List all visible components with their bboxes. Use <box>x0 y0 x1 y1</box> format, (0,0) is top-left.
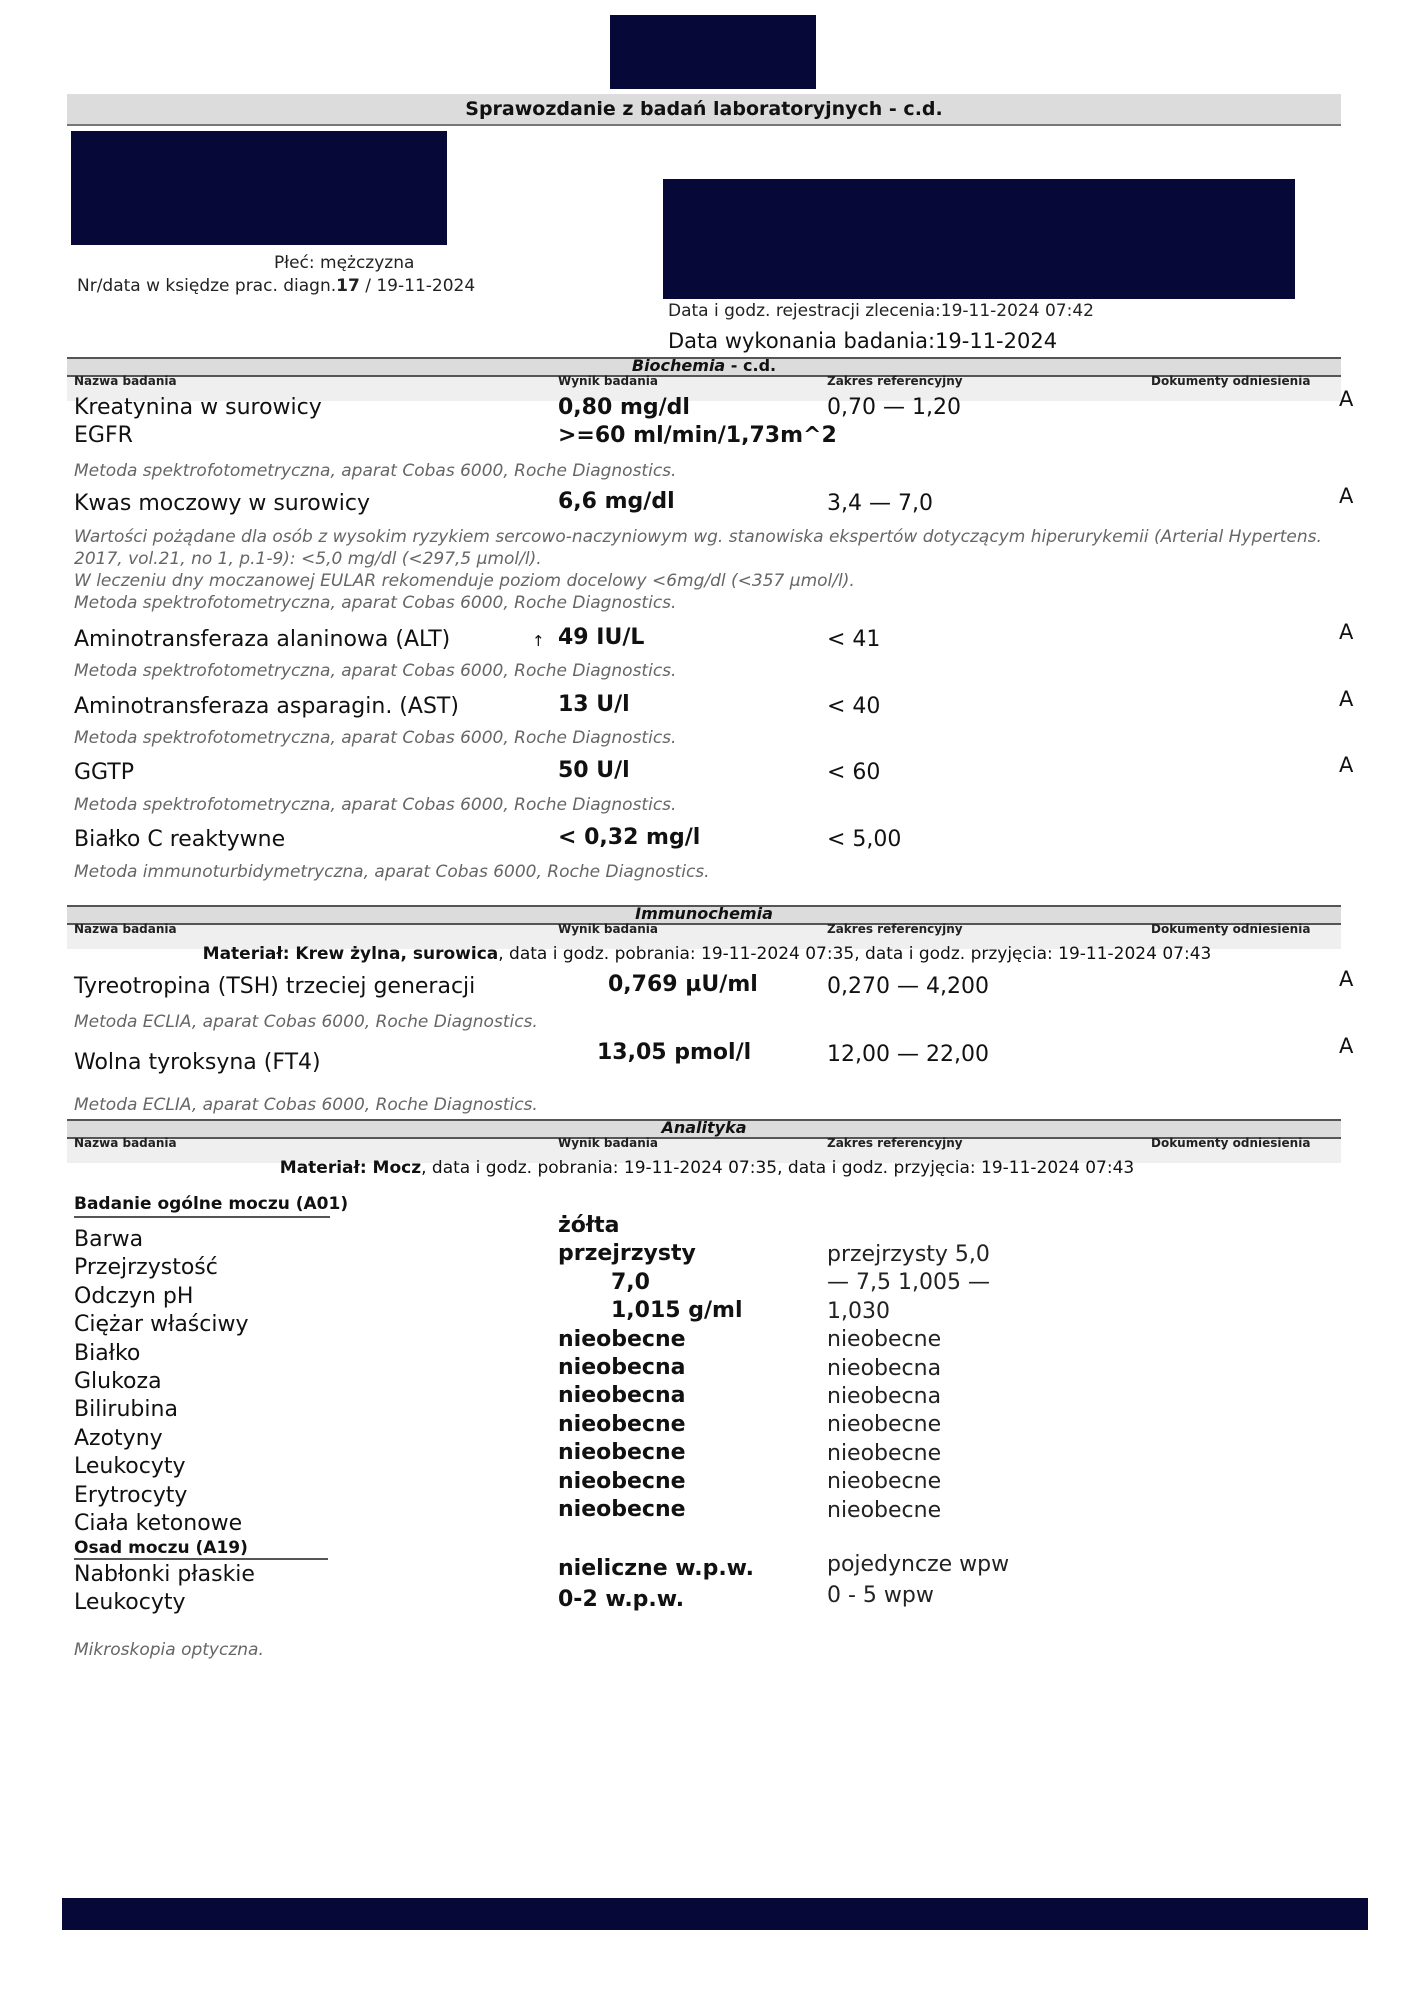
uric-note-line: Wartości pożądane dla osób z wysokim ryzykiem sercowo-naczyniowym wg. stanowiska ekspertów dotyczącym hiperurykemii (Arterial Hypertens. <box>74 527 1322 547</box>
col-reference: Zakres referencyjny <box>827 1136 963 1150</box>
urinalysis-name: Przejrzystość <box>74 1255 218 1281</box>
test-name: Kreatynina w surowicy <box>74 395 322 420</box>
test-doc-ref: A <box>1339 753 1354 777</box>
urinalysis-result: nieobecne <box>558 1411 686 1437</box>
urinalysis-result: nieliczne w.p.w. <box>558 1556 754 1581</box>
test-result: 13 U/l <box>558 692 630 717</box>
urinalysis-name: Białko <box>74 1340 141 1366</box>
registration-datetime: Data i godz. rejestracji zlecenia:19-11-2024 07:42 <box>668 301 1094 321</box>
urinalysis-result: żółta <box>558 1213 620 1238</box>
method-note: Metoda spektrofotometryczna, aparat Cobas 6000, Roche Diagnostics. <box>74 461 677 481</box>
material-info <box>0 1158 1414 1178</box>
urinalysis-name: Ciała ketonowe <box>74 1511 243 1537</box>
method-note: Metoda ECLIA, aparat Cobas 6000, Roche Diagnostics. <box>74 1012 538 1032</box>
urinalysis-references <box>827 1241 990 1525</box>
urinalysis-reference-line: nieobecne <box>827 1497 942 1523</box>
urinalysis-reference-line: 1,030 <box>827 1298 890 1324</box>
section-header-biochemia: Biochemia - c.d. <box>67 357 1341 377</box>
test-name: GGTP <box>74 760 135 785</box>
section-title: Analityka <box>661 1118 747 1137</box>
urinalysis-result: nieobecna <box>558 1355 686 1381</box>
section-title: Biochemia <box>631 356 726 375</box>
test-result: 13,05 pmol/l <box>597 1040 752 1065</box>
urinalysis-name: Azotyny <box>74 1425 163 1451</box>
urinalysis-result: nieobecne <box>558 1326 686 1352</box>
method-note: Metoda spektrofotometryczna, aparat Cobas 6000, Roche Diagnostics. <box>74 795 677 815</box>
test-name: Wolna tyroksyna (FT4) <box>74 1050 321 1075</box>
urinalysis-result: 1,015 g/ml <box>611 1298 743 1324</box>
execution-date: Data wykonania badania:19-11-2024 <box>668 329 1058 353</box>
col-name: Nazwa badania <box>74 374 177 388</box>
book-date: / 19-11-2024 <box>359 276 476 296</box>
material-dates: , data i godz. pobrania: 19-11-2024 07:35, data i godz. przyjęcia: 19-11-2024 07:43 <box>421 1158 1135 1178</box>
redacted-patient-info <box>71 131 447 245</box>
method-note: Metoda spektrofotometryczna, aparat Cobas 6000, Roche Diagnostics. <box>74 661 677 681</box>
test-name: Tyreotropina (TSH) trzeciej generacji <box>74 974 476 999</box>
urinalysis-result: nieobecne <box>558 1497 686 1523</box>
test-reference: < 60 <box>827 760 881 785</box>
material-info <box>0 944 1414 964</box>
test-reference: < 5,00 <box>827 827 902 852</box>
urinalysis-reference-line: nieobecne <box>827 1469 942 1495</box>
subsection-title-sediment: Osad moczu (A19) <box>74 1538 328 1560</box>
method-note: Mikroskopia optyczna. <box>74 1640 264 1660</box>
urinalysis-name: Odczyn pH <box>74 1283 194 1309</box>
section-header-analityka <box>67 1119 1341 1139</box>
uric-note-line: 2017, vol.21, no 1, p.1-9): <5,0 mg/dl (<297,5 µmol/l). <box>74 549 542 569</box>
test-result: 49 IU/L <box>558 625 645 650</box>
urinalysis-result: przejrzysty <box>558 1241 696 1267</box>
test-result: 0,769 µU/ml <box>608 972 758 997</box>
urinalysis-reference-line: — 7,5 1,005 — <box>827 1270 990 1296</box>
material-type: Materiał: Mocz <box>279 1158 422 1178</box>
col-reference: Zakres referencyjny <box>827 374 963 388</box>
method-note: Metoda spektrofotometryczna, aparat Cobas 6000, Roche Diagnostics. <box>74 593 677 613</box>
test-doc-ref: A <box>1339 484 1354 508</box>
col-result: Wynik badania <box>558 1136 659 1150</box>
arrow-up-icon: ↑ <box>532 632 545 650</box>
test-name: Kwas moczowy w surowicy <box>74 491 370 516</box>
urinalysis-name: Leukocyty <box>74 1590 186 1615</box>
report-title-bar <box>67 94 1341 126</box>
urinalysis-reference: pojedyncze wpw <box>827 1552 1010 1577</box>
urinalysis-reference-line: nieobecne <box>827 1440 942 1466</box>
urinalysis-result: nieobecne <box>558 1468 686 1494</box>
urinalysis-name: Leukocyty <box>74 1454 186 1480</box>
patient-book-entry <box>77 276 475 296</box>
test-reference: < 40 <box>827 694 881 719</box>
section-header-immunochemia <box>67 905 1341 925</box>
urinalysis-reference-line: nieobecna <box>827 1384 942 1410</box>
col-result: Wynik badania <box>558 374 659 388</box>
uric-note-line: W leczeniu dny moczanowej EULAR rekomenduje poziom docelowy <6mg/dl (<357 µmol/l). <box>74 571 855 591</box>
urinalysis-result: 0-2 w.p.w. <box>558 1587 685 1612</box>
col-name: Nazwa badania <box>74 922 177 936</box>
urinalysis-name: Erytrocyty <box>74 1482 188 1508</box>
test-doc-ref: A <box>1339 687 1354 711</box>
method-note: Metoda immunoturbidymetryczna, aparat Cobas 6000, Roche Diagnostics. <box>74 862 710 882</box>
col-documents: Dokumenty odniesienia <box>1151 374 1311 388</box>
patient-sex: Płeć: mężczyzna <box>274 253 415 273</box>
redacted-logo <box>610 15 816 89</box>
book-number: 17 <box>336 276 360 296</box>
test-name: Aminotransferaza asparagin. (AST) <box>74 694 459 719</box>
urinalysis-names <box>74 1226 249 1538</box>
test-doc-ref: A <box>1339 387 1354 411</box>
section-title: Immunochemia <box>635 904 773 923</box>
urinalysis-name: Ciężar właściwy <box>74 1312 249 1338</box>
subsection-title-general-urinalysis: Badanie ogólne moczu (A01) <box>74 1194 330 1218</box>
col-documents: Dokumenty odniesienia <box>1151 1136 1311 1150</box>
test-result: 6,6 mg/dl <box>558 489 675 514</box>
material-type: Materiał: Krew żylna, surowica <box>202 944 499 964</box>
urinalysis-reference-line: przejrzysty 5,0 <box>827 1242 990 1267</box>
col-reference: Zakres referencyjny <box>827 922 963 936</box>
test-reference: 3,4 — 7,0 <box>827 491 933 516</box>
test-reference: 0,270 — 4,200 <box>827 974 989 999</box>
test-doc-ref: A <box>1339 1034 1354 1058</box>
test-reference: < 41 <box>827 627 881 652</box>
col-documents: Dokumenty odniesienia <box>1151 922 1311 936</box>
test-result: >=60 ml/min/1,73m^2 <box>558 423 837 448</box>
test-name: EGFR <box>74 423 133 448</box>
test-reference: 12,00 — 22,00 <box>827 1042 989 1067</box>
test-doc-ref: A <box>1339 620 1354 644</box>
test-result: 50 U/l <box>558 758 630 783</box>
urinalysis-name: Nabłonki płaskie <box>74 1562 255 1587</box>
urinalysis-name: Barwa <box>74 1227 144 1252</box>
urinalysis-reference-line: nieobecne <box>827 1412 942 1438</box>
urinalysis-result: nieobecna <box>558 1383 686 1409</box>
urinalysis-reference-line: nieobecne <box>827 1327 942 1353</box>
book-label: Nr/data w księdze prac. diagn. <box>77 276 337 296</box>
material-dates: , data i godz. pobrania: 19-11-2024 07:35, data i godz. przyjęcia: 19-11-2024 07:43 <box>498 944 1212 964</box>
urinalysis-results <box>558 1212 743 1524</box>
redacted-lab-info <box>663 179 1295 299</box>
method-note: Metoda spektrofotometryczna, aparat Cobas 6000, Roche Diagnostics. <box>74 728 677 748</box>
urinalysis-name: Bilirubina <box>74 1397 178 1423</box>
urinalysis-result: nieobecne <box>558 1440 686 1466</box>
method-note: Metoda ECLIA, aparat Cobas 6000, Roche Diagnostics. <box>74 1095 538 1115</box>
urinalysis-name: Glukoza <box>74 1369 162 1395</box>
test-name: Aminotransferaza alaninowa (ALT) <box>74 627 451 652</box>
col-name: Nazwa badania <box>74 1136 177 1150</box>
col-result: Wynik badania <box>558 922 659 936</box>
test-doc-ref: A <box>1339 967 1354 991</box>
urinalysis-result: 7,0 <box>611 1269 650 1295</box>
test-name: Białko C reaktywne <box>74 827 286 852</box>
test-reference: 0,70 — 1,20 <box>827 395 961 420</box>
urinalysis-reference: 0 - 5 wpw <box>827 1583 934 1608</box>
test-result: < 0,32 mg/l <box>558 825 701 850</box>
urinalysis-reference-line: nieobecna <box>827 1355 942 1381</box>
test-result: 0,80 mg/dl <box>558 395 690 420</box>
report-title: Sprawozdanie z badań laboratoryjnych - c.d. <box>465 98 943 120</box>
redacted-footer <box>62 1898 1368 1930</box>
